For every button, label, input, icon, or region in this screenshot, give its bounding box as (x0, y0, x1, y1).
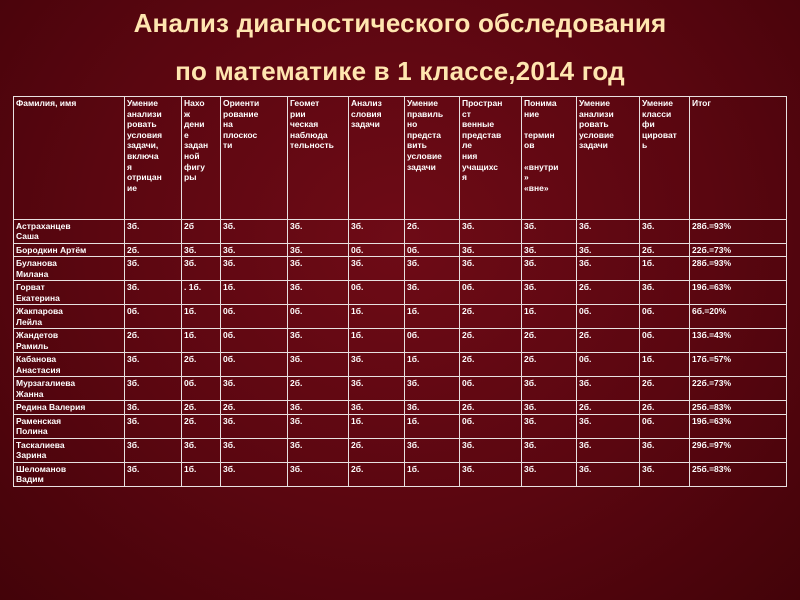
score-cell: 2б. (522, 353, 577, 377)
column-header (460, 97, 522, 220)
score-cell: 2б. (460, 353, 522, 377)
score-cell: . 1б. (182, 281, 221, 305)
header-line: Итог (692, 98, 711, 108)
header-line: ние (524, 108, 540, 119)
score-cell: 3б. (288, 462, 349, 486)
score-cell: 0б. (577, 353, 640, 377)
score-cell: 1б. (182, 462, 221, 486)
student-name: Вадим (16, 474, 44, 485)
score-cell: 1б. (405, 462, 460, 486)
header-line: вить (407, 140, 427, 151)
score-cell: 3б. (288, 401, 349, 414)
header-line: ие (127, 182, 137, 193)
score-cell: 3б. (522, 220, 577, 244)
column-header (288, 97, 349, 220)
table-row (14, 281, 787, 305)
total-cell: 28б.=93% (690, 257, 787, 281)
total-cell: 19б.=63% (690, 281, 787, 305)
score-cell: 3б. (125, 281, 182, 305)
student-name: Кабанова (16, 354, 57, 365)
score-cell: 3б. (221, 462, 288, 486)
score-cell: 2б. (405, 220, 460, 244)
total-cell: 25б.=83% (690, 462, 787, 486)
column-header (125, 97, 182, 220)
score-cell: 1б. (405, 414, 460, 438)
score-cell: 2б. (221, 401, 288, 414)
score-cell: 2б. (182, 353, 221, 377)
score-cell: 2б. (522, 329, 577, 353)
column-header (221, 97, 288, 220)
student-name-cell (14, 353, 125, 377)
column-header (577, 97, 640, 220)
header-line: задачи (407, 161, 436, 172)
student-name: Полина (16, 426, 48, 437)
score-cell: 3б. (221, 414, 288, 438)
table-row (14, 220, 787, 244)
score-cell: 0б. (460, 414, 522, 438)
score-cell: 2б. (460, 329, 522, 353)
score-cell: 3б. (182, 244, 221, 257)
score-cell: 3б. (349, 401, 405, 414)
header-line: анализи (127, 108, 162, 119)
header-line: условие (579, 129, 614, 140)
total-cell: 25б.=83% (690, 401, 787, 414)
student-name: Буланова (16, 258, 57, 269)
student-name-cell (14, 305, 125, 329)
score-cell: 2б. (182, 401, 221, 414)
score-cell: 2б. (349, 438, 405, 462)
score-cell: 3б. (125, 414, 182, 438)
student-name-cell (14, 462, 125, 486)
score-cell: 3б. (522, 462, 577, 486)
header-line: венные (462, 119, 495, 130)
score-cell: 3б. (577, 377, 640, 401)
table-row (14, 401, 787, 414)
student-name: Редина Валерия (16, 402, 86, 413)
score-cell: 3б. (460, 257, 522, 281)
score-cell: 3б. (221, 438, 288, 462)
score-cell: 0б. (460, 281, 522, 305)
score-cell: 3б. (577, 438, 640, 462)
score-cell: 0б. (221, 353, 288, 377)
student-name-cell (14, 244, 125, 257)
score-cell: 3б. (577, 414, 640, 438)
header-line: Умение (642, 98, 673, 108)
score-cell: 0б. (288, 305, 349, 329)
header-line: ровать (127, 119, 157, 130)
header-line: Нахо (184, 98, 205, 108)
score-cell: 3б. (405, 281, 460, 305)
total-cell: 28б.=93% (690, 220, 787, 244)
student-name: Милана (16, 268, 49, 279)
score-cell: 3б. (288, 281, 349, 305)
header-line: Ориенти (223, 98, 260, 108)
header-line: включа (127, 150, 159, 161)
header-line: ле (462, 140, 473, 151)
header-line: анализи (579, 108, 614, 119)
column-header (690, 97, 787, 220)
header-line: ь (642, 140, 648, 151)
score-cell: 1б. (640, 257, 690, 281)
score-cell: 2б. (460, 305, 522, 329)
score-cell: 2б. (640, 377, 690, 401)
header-line: тельность (290, 140, 334, 151)
score-cell: 3б. (349, 257, 405, 281)
score-cell: 0б. (182, 377, 221, 401)
score-cell: 1б. (349, 329, 405, 353)
score-cell: 3б. (522, 438, 577, 462)
student-name: Жандетов (16, 330, 59, 341)
score-cell: 3б. (221, 257, 288, 281)
student-name: Екатерина (16, 292, 60, 303)
title-line-1: Анализ диагностического обследования (133, 8, 667, 38)
header-line: фигу (184, 161, 205, 172)
header-line: задан (184, 140, 209, 151)
header-line: ры (184, 172, 197, 183)
score-cell: 1б. (349, 305, 405, 329)
score-cell: 0б. (405, 329, 460, 353)
score-cell: 3б. (460, 462, 522, 486)
student-name: Таскалиева (16, 439, 65, 450)
total-cell: 22б.=73% (690, 377, 787, 401)
score-cell: 2б. (577, 401, 640, 414)
score-cell: 0б. (460, 377, 522, 401)
score-cell: 3б. (640, 220, 690, 244)
score-cell: 0б. (640, 305, 690, 329)
student-name-cell (14, 438, 125, 462)
score-cell: 3б. (288, 220, 349, 244)
student-name: Астраханцев (16, 221, 71, 231)
total-cell: 13б.=43% (690, 329, 787, 353)
header-line: «внутри (524, 161, 559, 172)
column-header (349, 97, 405, 220)
header-line: ной (184, 150, 200, 161)
score-cell: 2б. (182, 414, 221, 438)
column-header (182, 97, 221, 220)
header-line: Фамилия, имя (16, 98, 77, 108)
score-cell: 2б. (288, 377, 349, 401)
column-header (522, 97, 577, 220)
score-cell: 1б. (182, 305, 221, 329)
student-name: Саша (16, 231, 39, 242)
header-line: Умение (407, 98, 438, 108)
score-cell: 1б. (221, 281, 288, 305)
score-cell: 2б. (460, 401, 522, 414)
header-line: учащихс (462, 161, 499, 172)
column-header (14, 97, 125, 220)
student-name: Жакпарова (16, 306, 63, 317)
header-line: отрицан (127, 172, 162, 183)
header-line: задачи (351, 119, 380, 130)
header-line: задачи (579, 140, 608, 151)
score-cell: 0б. (349, 281, 405, 305)
student-name-cell (14, 414, 125, 438)
score-cell: 0б. (221, 305, 288, 329)
student-name: Анастасия (16, 364, 61, 375)
score-cell: 3б. (125, 438, 182, 462)
score-cell: 3б. (221, 377, 288, 401)
column-header (640, 97, 690, 220)
header-line: задачи, (127, 140, 159, 151)
score-cell: 3б. (288, 329, 349, 353)
table-row (14, 353, 787, 377)
score-cell: 3б. (640, 462, 690, 486)
student-name-cell (14, 377, 125, 401)
total-cell: 29б.=97% (690, 438, 787, 462)
title-line-2: по математике в 1 классе,2014 год (175, 56, 625, 86)
student-name: Рамиль (16, 340, 49, 351)
student-name: Шеломанов (16, 463, 67, 474)
score-cell: 3б. (522, 257, 577, 281)
score-cell: 3б. (221, 244, 288, 257)
results-table (13, 96, 787, 487)
student-name-cell (14, 329, 125, 353)
header-line: ти (223, 140, 233, 151)
header-line: термин (524, 129, 555, 140)
score-cell: 3б. (182, 438, 221, 462)
score-cell: 3б. (349, 377, 405, 401)
score-cell: 2б. (640, 244, 690, 257)
header-line: ж (184, 108, 191, 119)
score-cell: 3б. (460, 220, 522, 244)
header-line: ческая (290, 119, 319, 130)
header-line: Умение (579, 98, 610, 108)
student-name: Мурзагалиева (16, 378, 76, 389)
student-name-cell (14, 220, 125, 244)
student-name: Зарина (16, 450, 47, 461)
header-line: ния (462, 150, 478, 161)
header-line: фи (642, 119, 655, 130)
header-line: условие (407, 150, 442, 161)
score-cell: 3б. (577, 462, 640, 486)
header-line: класси (642, 108, 672, 119)
score-cell: 3б. (288, 438, 349, 462)
student-name: Лейла (16, 316, 43, 327)
header-line: предста (407, 129, 441, 140)
header-line: наблюда (290, 129, 328, 140)
score-cell: 3б. (125, 401, 182, 414)
header-line: на (223, 119, 233, 130)
score-cell: 1б. (182, 329, 221, 353)
header-line: ровать (579, 119, 609, 130)
score-cell: 3б. (125, 257, 182, 281)
score-cell: 1б. (405, 305, 460, 329)
header-line: цироват (642, 129, 677, 140)
header-line: рование (223, 108, 259, 119)
header-line: представ (462, 129, 502, 140)
score-cell: 3б. (577, 244, 640, 257)
student-name-cell (14, 257, 125, 281)
header-line: ст (462, 108, 471, 119)
score-cell: 0б. (640, 329, 690, 353)
score-cell: 3б. (288, 244, 349, 257)
header-line: я (462, 172, 467, 183)
header-line: Геомет (290, 98, 320, 108)
score-cell: 0б. (640, 414, 690, 438)
header-line: » (524, 172, 529, 183)
score-cell: 2б. (577, 329, 640, 353)
header-line: Простран (462, 98, 503, 108)
score-cell: 2б. (640, 401, 690, 414)
score-cell: 3б. (460, 244, 522, 257)
student-name-cell (14, 281, 125, 305)
score-cell: 2б. (125, 329, 182, 353)
table-header-row (14, 97, 787, 220)
score-cell: 0б. (405, 244, 460, 257)
score-cell: 0б. (221, 329, 288, 353)
score-cell: 3б. (522, 244, 577, 257)
score-cell: 2б (182, 220, 221, 244)
header-line: плоскос (223, 129, 258, 140)
score-cell: 3б. (221, 220, 288, 244)
student-name: Жанна (16, 388, 44, 399)
header-line: но (407, 119, 418, 130)
total-cell: 6б.=20% (690, 305, 787, 329)
score-cell: 3б. (577, 220, 640, 244)
table-row (14, 438, 787, 462)
score-cell: 1б. (640, 353, 690, 377)
score-cell: 0б. (577, 305, 640, 329)
score-cell: 3б. (405, 401, 460, 414)
score-cell: 3б. (405, 257, 460, 281)
table-row (14, 329, 787, 353)
score-cell: 0б. (125, 305, 182, 329)
score-cell: 3б. (125, 353, 182, 377)
score-cell: 3б. (182, 257, 221, 281)
student-name: Бородкин Артём (16, 245, 87, 255)
score-cell: 3б. (125, 377, 182, 401)
student-name-cell (14, 401, 125, 414)
score-cell: 3б. (577, 257, 640, 281)
header-line: Понима (524, 98, 557, 108)
total-cell: 19б.=63% (690, 414, 787, 438)
header-line: дени (184, 119, 205, 130)
score-cell: 3б. (460, 438, 522, 462)
header-line: словия (351, 108, 382, 119)
score-cell: 1б. (522, 305, 577, 329)
score-cell: 3б. (405, 438, 460, 462)
score-cell: 3б. (522, 281, 577, 305)
student-name: Горват (16, 282, 45, 293)
column-header (405, 97, 460, 220)
score-cell: 3б. (640, 281, 690, 305)
score-cell: 2б. (125, 244, 182, 257)
table-row (14, 257, 787, 281)
score-cell: 1б. (405, 353, 460, 377)
score-cell: 3б. (125, 462, 182, 486)
score-cell: 3б. (522, 377, 577, 401)
score-cell: 3б. (349, 353, 405, 377)
score-cell: 2б. (349, 462, 405, 486)
table-row (14, 377, 787, 401)
student-name: Раменская (16, 415, 62, 426)
total-cell: 17б.=57% (690, 353, 787, 377)
table-row (14, 244, 787, 257)
header-line: Анализ (351, 98, 382, 108)
header-line: правиль (407, 108, 444, 119)
score-cell: 3б. (288, 414, 349, 438)
score-cell: 3б. (522, 401, 577, 414)
score-cell: 3б. (349, 220, 405, 244)
score-cell: 3б. (640, 438, 690, 462)
header-line: «вне» (524, 182, 549, 193)
header-line: я (127, 161, 132, 172)
table-row (14, 414, 787, 438)
header-line: Умение (127, 98, 158, 108)
score-cell: 3б. (125, 220, 182, 244)
score-cell: 2б. (577, 281, 640, 305)
score-cell: 3б. (288, 353, 349, 377)
header-line: ов (524, 140, 535, 151)
header-line: условия (127, 129, 163, 140)
header-line: е (184, 129, 189, 140)
table-row (14, 462, 787, 486)
score-cell: 3б. (288, 257, 349, 281)
header-line: рии (290, 108, 306, 119)
score-cell: 3б. (405, 377, 460, 401)
total-cell: 22б.=73% (690, 244, 787, 257)
score-cell: 3б. (522, 414, 577, 438)
score-cell: 0б. (349, 244, 405, 257)
score-cell: 1б. (349, 414, 405, 438)
table-row (14, 305, 787, 329)
